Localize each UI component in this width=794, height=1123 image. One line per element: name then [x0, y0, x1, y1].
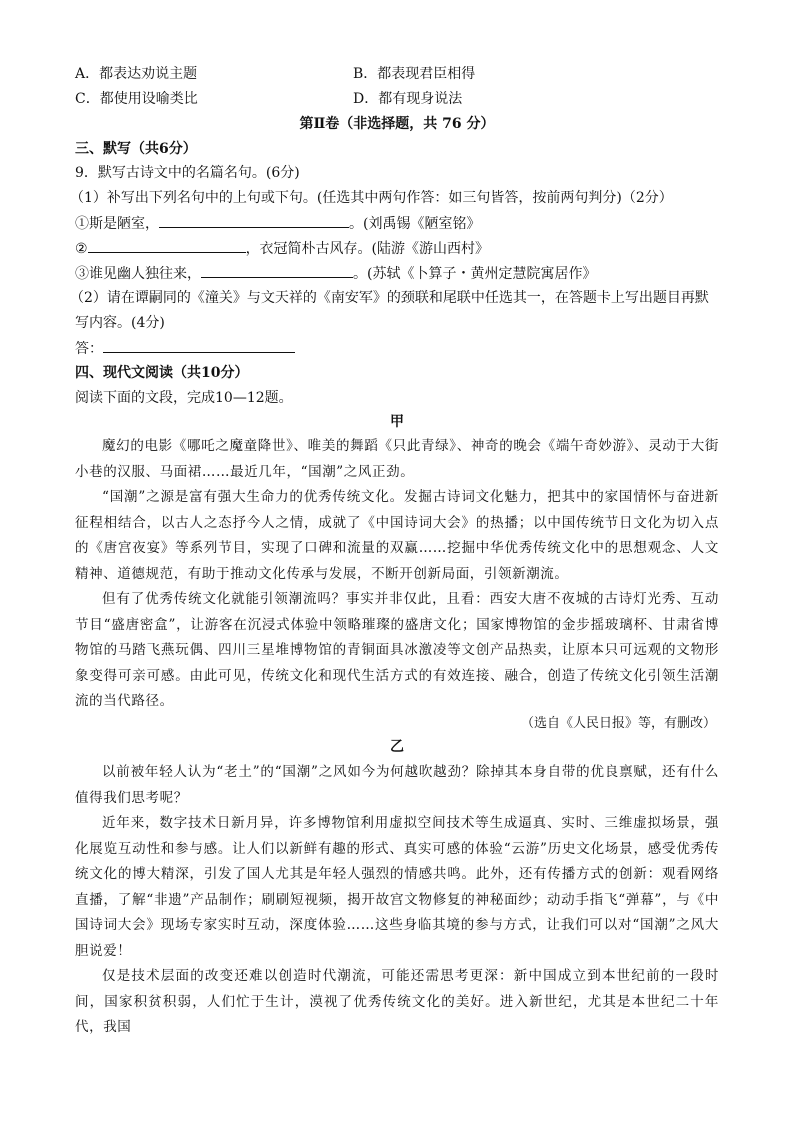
- option-c: C．都使用设喻类比: [75, 91, 198, 107]
- fill-item-1: [75, 213, 480, 234]
- option-a: A．都表达劝说主题: [75, 66, 198, 82]
- answer-line: [75, 338, 295, 359]
- passage-jia-source: （选自《人民日报》等，有删改）: [520, 716, 716, 731]
- fill-item-3: [75, 263, 596, 284]
- reading-instruction: 阅读下面的文段，完成10—12题。: [75, 390, 293, 406]
- sub-question-2-line2: 写内容。(4分): [75, 315, 165, 331]
- answer-blank-1[interactable]: [159, 213, 349, 228]
- option-d: D．都有现身说法: [353, 91, 463, 107]
- sub-question-2-line1: （2）请在谭嗣同的《潼关》与文天祥的《南安军》的颈联和尾联中任选其一，在答题卡上写出题目再默: [70, 290, 709, 306]
- fill-item-3-suffix: 。(苏轼《卜算子・黄州定慧院寓居作》: [353, 266, 597, 282]
- fill-item-2-prefix: ②: [75, 241, 88, 257]
- passage-jia-title: 甲: [390, 414, 404, 430]
- passage-jia-paragraph-3: 但有了优秀传统文化就能引领潮流吗？事实并非仅此，且看：西安大唐不夜城的古诗灯光秀、互动节目“盛唐密盒”，让游客在沉浸式体验中领略璀璨的盛唐文化；国家博物馆的金步摇玻璃杯、甘肃省博物馆的马踏飞燕玩偶、四川三星堆博物馆的青铜面具冰激凌等文创产品热卖，让原本只可远观的文物形象变得可亲可感。由此可见，传统文化和现代生活方式的有效连接、融合，创造了传统文化引领生活潮流的当代路径。: [75, 591, 719, 709]
- fill-item-2-suffix: ，衣冠简朴古风存。(陆游《游山西村》: [245, 241, 490, 257]
- fill-item-1-suffix: 。(刘禹锡《陋室铭》: [349, 216, 481, 232]
- passage-yi-title: 乙: [390, 739, 404, 755]
- section3-heading: 三、默写（共6分）: [75, 141, 197, 157]
- answer-blank-3[interactable]: [201, 263, 353, 278]
- section4-heading: 四、现代文阅读（共10分）: [75, 365, 249, 381]
- section-title: 第Ⅱ卷（非选择题，共 76 分）: [299, 116, 495, 132]
- option-b: B．都表现君臣相得: [353, 66, 476, 82]
- answer-label: 答：: [75, 341, 103, 357]
- passage-yi-paragraph-1: 以前被年轻人认为“老土”的“国潮”之风如今为何越吹越劲？除掉其本身自带的优良禀赋，还有什么值得我们思考呢？: [75, 764, 719, 806]
- answer-blank-4[interactable]: [103, 338, 295, 353]
- passage-yi-paragraph-3: 仅是技术层面的改变还难以创造时代潮流，可能还需思考更深：新中国成立到本世纪前的一段时间，国家积贫积弱，人们忙于生计，漠视了优秀传统文化的美好。进入新世纪，尤其是本世纪二十年代，我国: [75, 968, 719, 1035]
- passage-jia-paragraph-2: “国潮”之源是富有强大生命力的优秀传统文化。发掘古诗词文化魅力，把其中的家国情怀与奋进新征程相结合，以古人之态抒今人之情，成就了《中国诗词大会》的热播；以中国传统节日文化为切入点的《唐宫夜宴》等系列节目，实现了口碑和流量的双赢……挖掘中华优秀传统文化中的思想观念、人文精神、道德规范，有助于推动文化传承与发展，不断开创新局面，引领新潮流。: [75, 489, 719, 582]
- question-9: 9．默写古诗文中的名篇名句。(6分): [75, 165, 300, 181]
- fill-item-1-prefix: ①斯是陋室，: [75, 216, 159, 232]
- sub-question-1: （1）补写出下列名句中的上句或下句。(任选其中两句作答：如三句皆答，按前两句判分)（2分）: [70, 190, 673, 206]
- fill-item-2: [75, 238, 489, 259]
- fill-item-3-prefix: ③谁见幽人独往来，: [75, 266, 201, 282]
- passage-jia-paragraph-1: 魔幻的电影《哪吒之魔童降世》、唯美的舞蹈《只此青绿》、神奇的晚会《端午奇妙游》、灵动于大街小巷的汉服、马面裙……最近几年，“国潮”之风正劲。: [75, 438, 719, 480]
- passage-yi-paragraph-2: 近年来，数字技术日新月异，许多博物馆利用虚拟空间技术等生成逼真、实时、三维虚拟场景，强化展览互动性和参与感。让人们以新鲜有趣的形式、真实可感的体验“云游”历史文化场景，感受优秀传统文化的博大精深，引发了国人尤其是年轻人强烈的情感共鸣。此外，还有传播方式的创新：观看网络直播，了解“非遗”产品制作；刷刷短视频，揭开故宫文物修复的神秘面纱；动动手指飞“弹幕”，与《中国诗词大会》现场专家实时互动，深度体验……这些身临其境的参与方式，让我们可以对“国潮”之风大胆说爱！: [75, 815, 719, 959]
- answer-blank-2[interactable]: [88, 238, 246, 253]
